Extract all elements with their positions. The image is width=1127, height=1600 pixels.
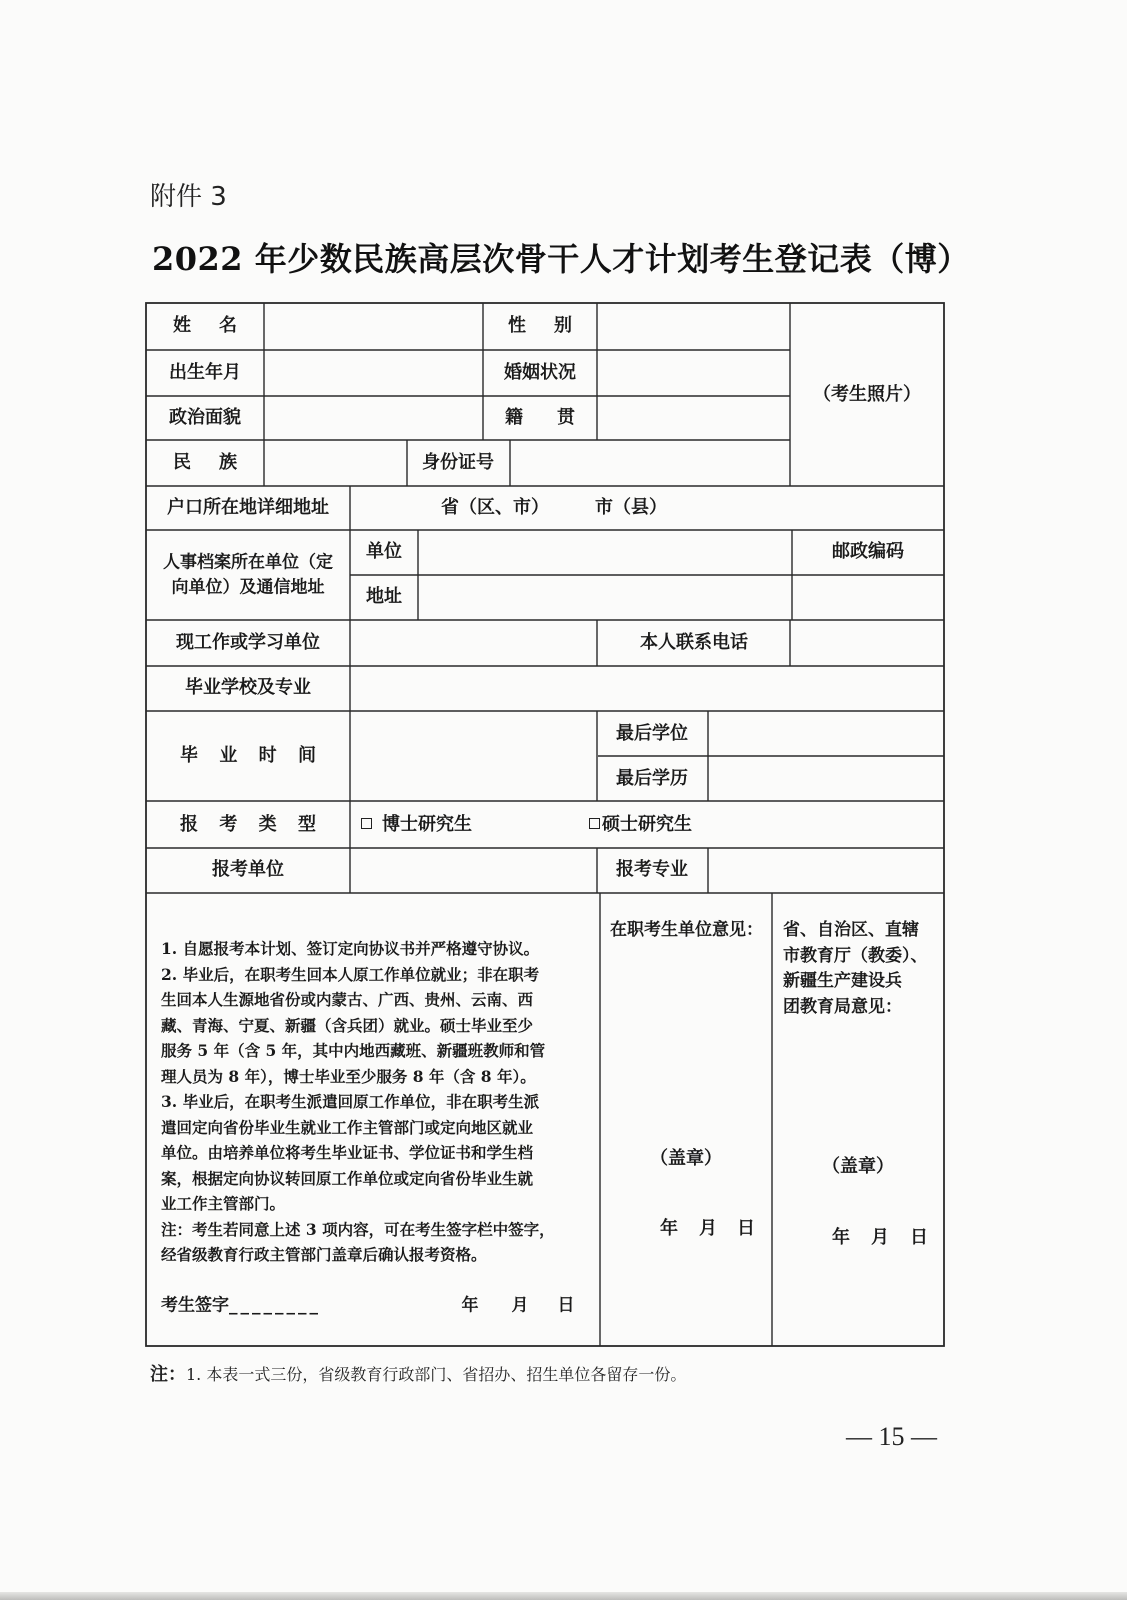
native-place-field[interactable]: [599, 398, 788, 438]
archive-label-line1: 人事档案所在单位（定: [163, 552, 333, 573]
native-place-label: 籍 贯: [505, 407, 575, 428]
apply-type-label: 报 考 类 型: [180, 814, 316, 835]
province-seal: （盖章）: [822, 1156, 894, 1177]
work-unit-label: 现工作或学习单位: [176, 632, 320, 653]
option-phd[interactable]: 博士研究生: [361, 816, 472, 834]
note-prefix: 注：: [150, 1364, 186, 1385]
last-degree-label: 最后学位: [616, 723, 688, 744]
last-education-label: 最后学历: [616, 768, 688, 789]
ethnic-label: 民 族: [173, 452, 237, 473]
agreement-text: 1. 自愿报考本计划、签订定向协议书并严格遵守协议。 2. 毕业后，在职考生回本人原工作单位就业；非在职考 生回本人生源地省份或内蒙古、广西、贵州、云南、西 藏、青海、宁夏、新疆（含兵团）就业。硕士毕业至少 服务 5 年（含 5 年，其中内地西藏班、新疆班教师和管 理人员为 8 年），博士毕业至少服务 8 年（含 8 年）。 3. 毕业后，在职考生派遣回原工作单位，非在职考生派 遣回定向省份毕业生就业工作主管部门或定向地区就业 单位。由培养单位将考生毕业证书、学位证书和学生档 案，根据定向协议转回原工作单位或定向省份毕业生就 业工作主管部门。 注：考生若同意上述 3 项内容，可在考生签字栏中签字， 经省级教育行政主管部门盖章后确认报考资格。: [161, 939, 555, 1264]
apply-unit-field[interactable]: [352, 850, 595, 891]
archive-unit-field[interactable]: [420, 532, 790, 573]
signature-day: 日: [557, 1295, 575, 1316]
signature-month: 月: [511, 1295, 529, 1316]
archive-address-label: 地址: [366, 586, 402, 607]
archive-address-field[interactable]: [420, 577, 790, 618]
city-text: 市（县）: [595, 497, 667, 518]
province-day: 日: [910, 1227, 928, 1248]
political-field[interactable]: [266, 398, 481, 438]
province-text: 省（区、市）: [441, 497, 549, 518]
form-title: 2022 年少数民族高层次骨干人才计划考生登记表（博）: [152, 240, 970, 278]
phd-checkbox[interactable]: [361, 818, 372, 829]
employer-opinion-label: 在职考生单位意见：: [610, 920, 763, 940]
option-master[interactable]: 硕士研究生: [589, 816, 692, 834]
attachment-label: 附件 3: [150, 182, 227, 212]
ethnic-field[interactable]: [266, 442, 405, 484]
hukou-address-label: 户口所在地详细地址: [167, 497, 329, 518]
employer-month: 月: [699, 1218, 717, 1239]
marital-field[interactable]: [599, 352, 788, 394]
signature-year: 年: [461, 1295, 479, 1316]
province-opinion-label: 省、自治区、直辖 市教育厅（教委）、 新疆生产建设兵 团教育局意见：: [783, 920, 928, 1017]
phone-field[interactable]: [792, 622, 942, 664]
id-number-field[interactable]: [512, 442, 788, 484]
birth-field[interactable]: [266, 352, 481, 394]
name-label: 姓 名: [173, 315, 237, 336]
birth-label: 出生年月: [169, 362, 241, 383]
employer-day: 日: [737, 1218, 755, 1239]
apply-major-field[interactable]: [710, 850, 942, 891]
master-checkbox[interactable]: [589, 818, 600, 829]
work-unit-field[interactable]: [352, 622, 595, 664]
name-field[interactable]: [266, 305, 481, 348]
employer-seal: （盖章）: [650, 1148, 722, 1169]
page-number: — 15 —: [846, 1422, 937, 1451]
marital-label: 婚姻状况: [504, 362, 576, 383]
last-degree-field[interactable]: [710, 713, 942, 754]
apply-unit-label: 报考单位: [212, 859, 284, 880]
photo-placeholder[interactable]: （考生照片）: [813, 384, 921, 405]
apply-major-label: 报考专业: [616, 859, 688, 880]
note-text: 1. 本表一式三份，省级教育行政部门、省招办、招生单位各留存一份。: [186, 1365, 687, 1384]
political-label: 政治面貌: [169, 407, 241, 428]
gender-label: 性 别: [508, 315, 572, 336]
footer-note: [150, 1360, 686, 1386]
postcode-field[interactable]: [794, 577, 942, 618]
school-major-field[interactable]: [352, 668, 942, 709]
phone-label: 本人联系电话: [640, 632, 748, 653]
employer-year: 年: [660, 1218, 678, 1239]
archive-label-line2: 向单位）及通信地址: [171, 577, 325, 598]
last-education-field[interactable]: [710, 758, 942, 799]
scan-edge: [0, 1592, 1127, 1600]
province-year: 年: [832, 1227, 850, 1248]
graduation-time-field[interactable]: [352, 713, 595, 799]
graduation-time-label: 毕 业 时 间: [180, 745, 316, 766]
gender-field[interactable]: [599, 305, 788, 348]
archive-unit-label: 单位: [366, 541, 402, 562]
province-month: 月: [871, 1227, 889, 1248]
signature-area[interactable]: 考生签字________: [161, 1295, 321, 1316]
id-number-label: 身份证号: [422, 452, 494, 473]
school-major-label: 毕业学校及专业: [185, 677, 311, 698]
postcode-label: 邮政编码: [832, 541, 904, 562]
